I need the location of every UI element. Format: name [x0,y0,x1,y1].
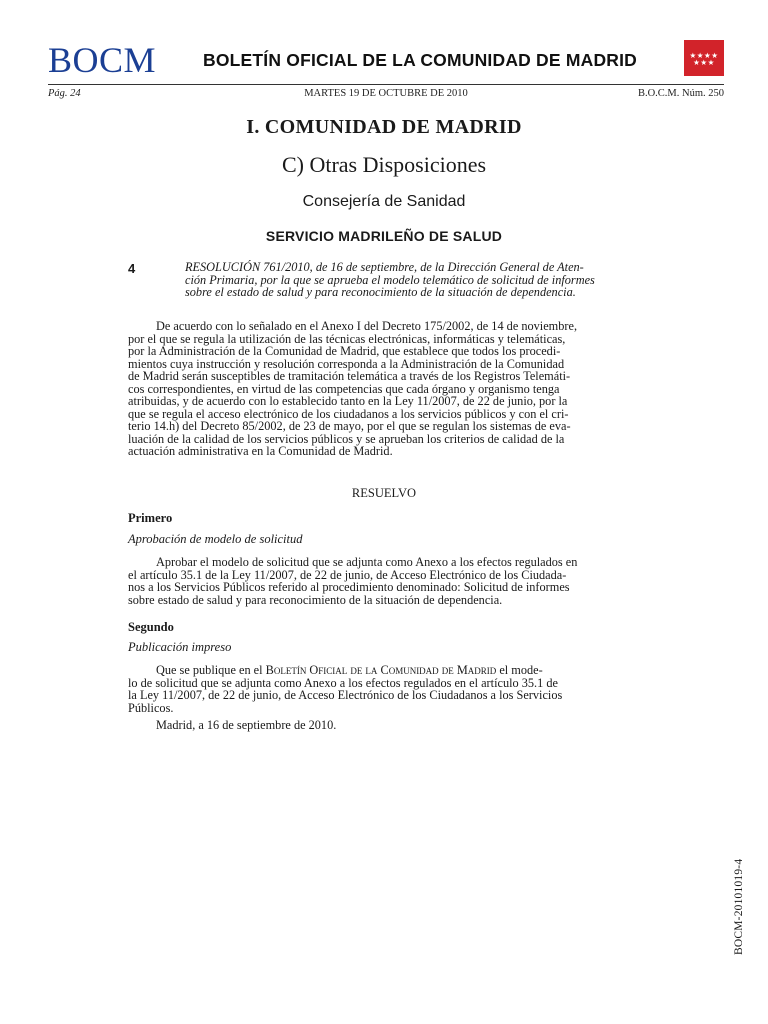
ministry-heading: Consejería de Sanidad [302,193,466,210]
agency-heading: SERVICIO MADRILEÑO DE SALUD [265,228,503,244]
resuelvo-heading: RESUELVO [351,486,417,500]
subsection-heading: C) Otras Disposiciones [281,152,487,177]
text-line: Aprobar el modelo de solicitud que se adjunta como Anexo a los efectos regulados en [156,555,578,569]
text-line: nos a los Servicios Públicos referido al procedimiento denominado: Solicitud de informes [128,580,570,594]
resolution-title-line: ción Primaria, por la que se aprueba el modelo telemático de solicitud de informes [185,272,595,287]
segundo-subheading: Publicación impreso [128,640,232,654]
text-line: terio 14.h) del Decreto 85/2002, de 23 de mayo, por el que se regulan los sistemas de eva- [128,419,571,433]
resolution-title [185,261,640,299]
reference-code: BOCM-20101019-4 [733,858,745,955]
bulletin-title: BOLETÍN OFICIAL DE LA COMUNIDAD DE MADRID [203,50,638,70]
text-line: cos correspondientes, en virtud de las competencias que cada órgano y organismo tenga [128,381,560,396]
segundo-heading: Segundo [128,620,174,634]
primero-paragraph [128,556,640,606]
text-line: por el que se regula la utilización de las técnicas electrónicas, informáticas y telemáticas, [128,331,566,346]
text-fragment: el mode- [496,663,543,677]
text-line [128,664,640,677]
text-line: el artículo 35.1 de la Ley 11/2007, de 22 de junio, de Acceso Electrónico de los Ciudada- [128,567,567,582]
masthead [48,38,724,82]
primero-subheading: Aprobación de modelo de solicitud [128,532,303,546]
section-heading: I. COMUNIDAD DE MADRID [246,116,522,138]
primero-heading: Primero [128,511,173,525]
issue-date: MARTES 19 DE OCTUBRE DE 2010 [304,88,468,99]
text-line: sobre estado de salud y para reconocimiento de la situación de dependencia. [128,592,503,607]
signature-line: Madrid, a 16 de septiembre de 2010. [156,718,337,732]
text-line: mientos cuya instrucción y resolución corresponda a la Administración de la Comunidad [128,356,565,371]
text-line: Públicos. [128,700,174,715]
madrid-flag-icon: ★★★★ ★★★ [684,40,724,76]
text-line: por la Administración de la Comunidad de Madrid, que establece que todos los procedi- [128,344,561,358]
text-line: lo de solicitud que se adjunta como Anexo a los efectos regulados en el artículo 35.1 de [128,675,558,690]
text-line: de Madrid serán susceptibles de tramitación telemática a través de los Registros Telemáti- [128,369,571,383]
header-rule [48,84,724,85]
resolution-title-line: sobre el estado de salud y para reconocimiento de la situación de dependencia. [185,285,576,299]
bocm-logo: BOCM [48,40,157,80]
segundo-paragraph [128,664,640,732]
text-fragment: Que se publique en el [156,663,266,677]
issue-number: B.O.C.M. Núm. 250 [637,88,724,99]
text-line: actuación administrativa en la Comunidad de Madrid. [128,444,393,458]
text-line: que se regula el acceso electrónico de los ciudadanos a los servicios públicos y con el cri- [128,406,569,421]
text-line: De acuerdo con lo señalado en el Anexo I del Decreto 175/2002, de 14 de noviembre, [156,319,578,333]
page-number: Pág. 24 [48,88,81,99]
resolution-title-line: RESOLUCIÓN 761/2010, de 16 de septiembre, de la Dirección General de Aten- [185,260,584,274]
resolution-number: 4 [128,261,136,276]
text-line: luación de la calidad de los servicios públicos y se aprueban los criterios de calidad de la [128,431,565,446]
text-line: atribuidas, y de acuerdo con lo establecido tanto en la Ley 11/2007, de 22 de junio, por la [128,394,568,408]
preamble-paragraph [128,320,640,458]
text-line: la Ley 11/2007, de 22 de junio, de Acceso Electrónico de los Ciudadanos a los Servicios [128,688,563,702]
bulletin-name-smallcaps: Boletín Oficial de la Comunidad de Madrid [265,663,497,677]
